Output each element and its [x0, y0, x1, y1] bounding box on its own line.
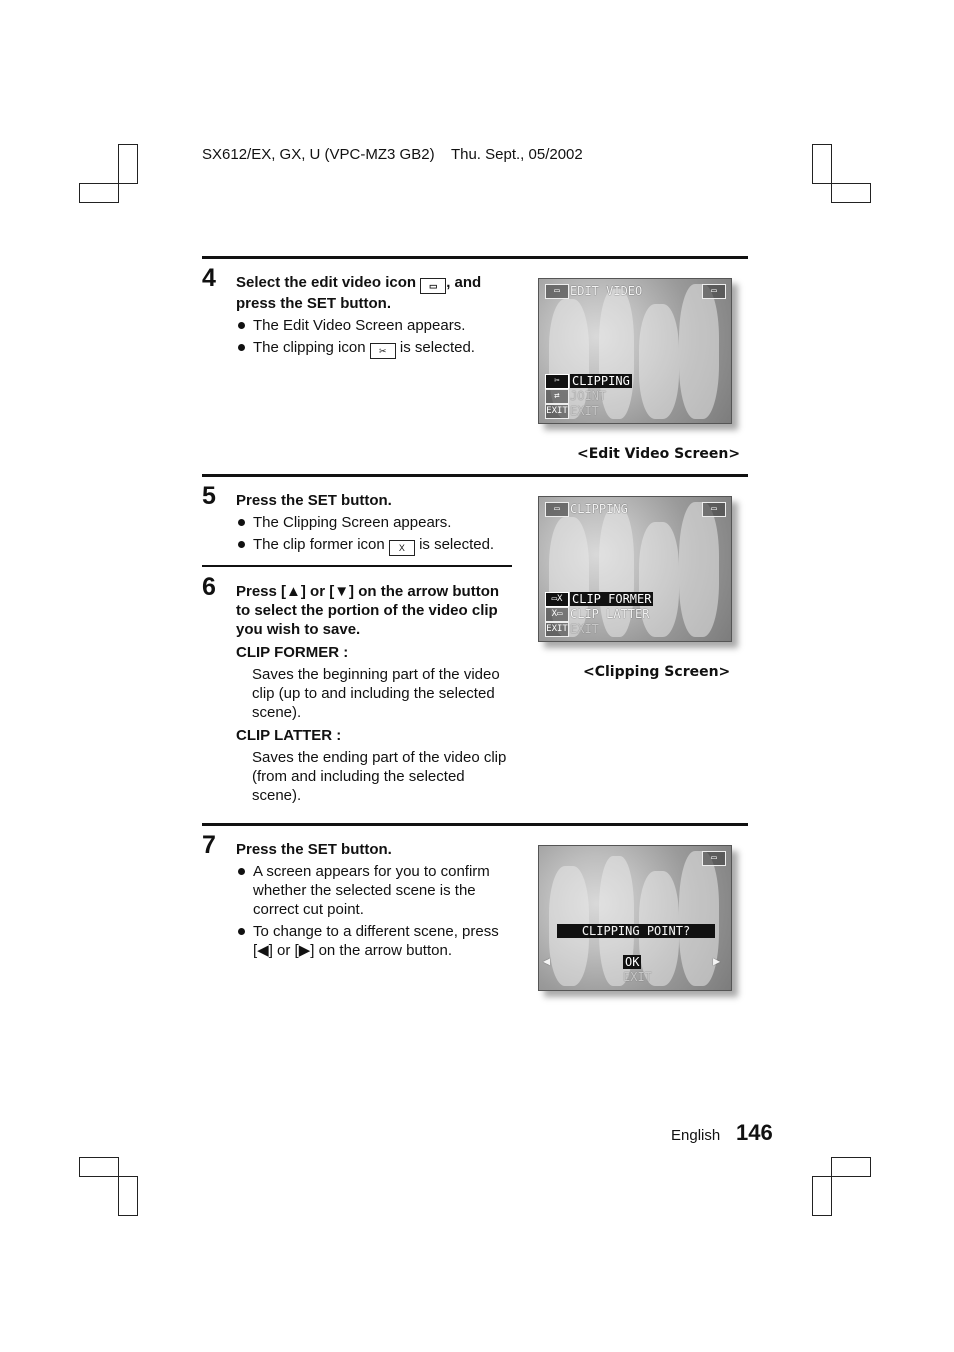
crop-mark-bottom-right	[831, 1157, 871, 1177]
step-4	[236, 273, 516, 359]
ok-option[interactable]: OK	[625, 955, 640, 969]
clip-latter-label: CLIP LATTER :	[236, 727, 342, 744]
step-title: Select the edit video icon ▭ , and press the SET button.	[236, 274, 482, 312]
step-number: 7	[202, 831, 216, 859]
scissors-icon: ✂	[370, 343, 396, 359]
crop-mark-top-left	[79, 183, 119, 203]
bullet-item: The clip former icon X is selected.	[236, 535, 516, 556]
film-edit-icon: ▭	[702, 284, 726, 299]
step-title: Press the SET button.	[236, 841, 392, 858]
step-7	[236, 840, 516, 960]
step-number: 6	[202, 573, 216, 601]
menu-item-clipping[interactable]: CLIPPING	[572, 374, 630, 388]
film-edit-icon: ▭	[545, 284, 569, 299]
step-title: Press the SET button.	[236, 492, 392, 509]
bullet-item: The clipping icon ✂ is selected.	[236, 338, 516, 359]
bullet-item: The Edit Video Screen appears.	[236, 316, 516, 335]
exit-icon: EXIT	[545, 404, 569, 419]
crop-mark-bottom-left	[118, 1176, 138, 1216]
clip-former-icon: ▭X	[545, 592, 569, 607]
print-header: SX612/EX, GX, U (VPC-MZ3 GB2) Thu. Sept., 05/2002	[202, 146, 583, 163]
screen-title: CLIPPING	[570, 502, 628, 516]
menu-item-exit[interactable]: EXIT	[570, 622, 599, 636]
section-rule	[202, 474, 748, 477]
footer-language: English	[671, 1127, 721, 1144]
crop-mark-top-right	[812, 144, 832, 184]
clip-latter-text: Saves the ending part of the video clip (from and including the selected scene).	[252, 749, 507, 804]
edit-video-screen	[538, 278, 732, 424]
step-number: 4	[202, 264, 216, 292]
menu-item-joint[interactable]: JOINT	[570, 389, 607, 403]
clip-former-text: Saves the beginning part of the video clip (up to and including the selected scene).	[252, 666, 500, 721]
clipping-point-screen	[538, 845, 732, 991]
bullet-item: A screen appears for you to confirm whether the selected scene is the correct cut point.	[236, 862, 516, 919]
exit-icon: EXIT	[545, 622, 569, 637]
film-edit-icon: ▭	[420, 278, 446, 294]
right-arrow-icon[interactable]: ▶	[713, 954, 721, 968]
crop-mark-top-left	[118, 144, 138, 184]
clipping-screen	[538, 496, 732, 642]
crop-mark-bottom-left	[79, 1157, 119, 1177]
joint-icon: ⇄	[545, 389, 569, 404]
scissors-icon: ✂	[545, 374, 569, 389]
exit-option[interactable]: EXIT	[623, 970, 652, 984]
screen-caption: <Clipping Screen>	[583, 664, 731, 680]
page-number: 146	[736, 1120, 773, 1145]
left-arrow-icon[interactable]: ◀	[543, 954, 551, 968]
step-number: 5	[202, 482, 216, 510]
crop-mark-bottom-right	[812, 1176, 832, 1216]
menu-item-clip-latter[interactable]: CLIP LATTER	[570, 607, 650, 621]
clip-latter-icon: X▭	[545, 607, 569, 622]
section-rule	[202, 256, 748, 259]
confirm-prompt: CLIPPING POINT?	[557, 924, 715, 938]
film-edit-icon: ▭	[702, 502, 726, 517]
screen-caption: <Edit Video Screen>	[577, 446, 741, 462]
bullet-item: The Clipping Screen appears.	[236, 513, 516, 532]
film-edit-icon: ▭	[545, 502, 569, 517]
menu-item-exit[interactable]: EXIT	[570, 404, 599, 418]
step-5	[236, 491, 516, 556]
section-rule	[202, 823, 748, 826]
step-divider	[202, 565, 512, 567]
clip-former-label: CLIP FORMER :	[236, 644, 349, 661]
screen-title: EDIT VIDEO	[570, 284, 643, 298]
step-6	[236, 582, 516, 805]
bullet-item: To change to a different scene, press [◀] or [▶] on the arrow button.	[236, 922, 516, 960]
step-title: Press [▲] or [▼] on the arrow button to select the portion of the video clip you wish to save.	[236, 583, 500, 638]
clip-former-icon: X	[389, 540, 415, 556]
crop-mark-top-right	[831, 183, 871, 203]
menu-item-clip-former[interactable]: CLIP FORMER	[572, 592, 652, 606]
film-edit-icon: ▭	[702, 851, 726, 866]
